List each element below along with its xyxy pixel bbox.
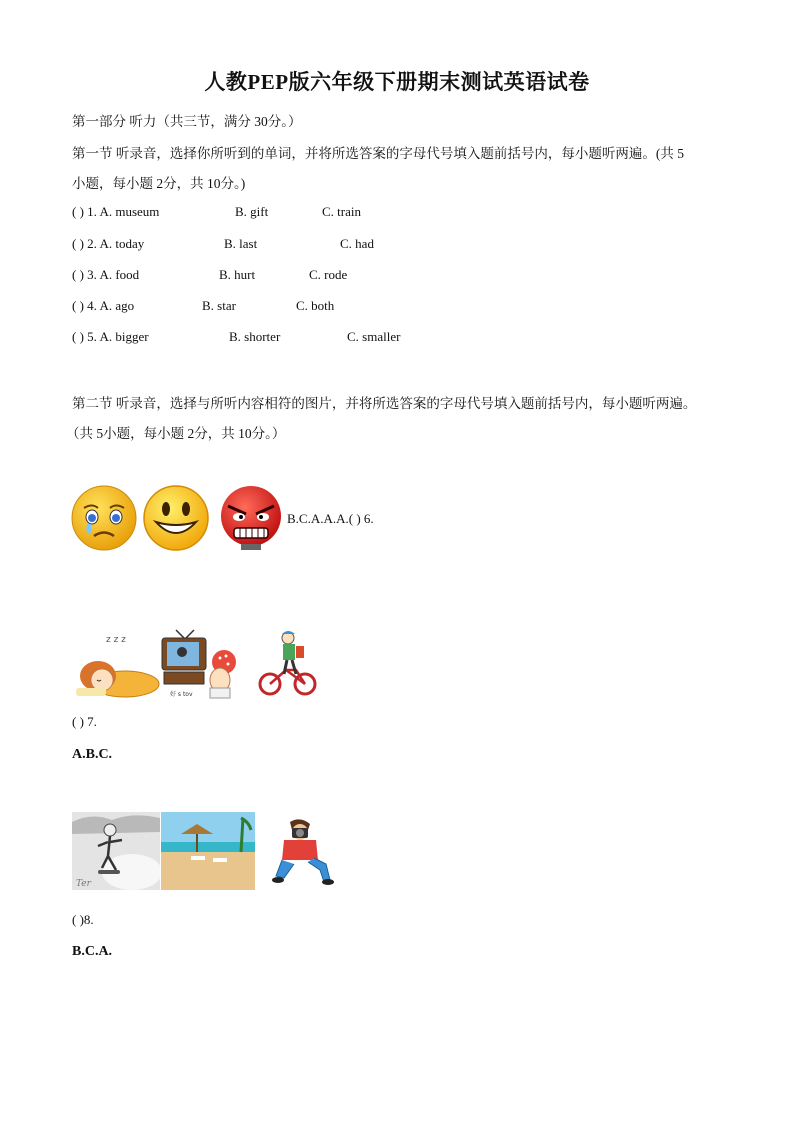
sad-face-icon <box>70 484 138 552</box>
question-3-option-c: C. rode <box>309 267 348 282</box>
question-3-option-a: ( ) 3. A. food <box>72 267 140 282</box>
svg-text:好 s tov: 好 s tov <box>170 691 193 698</box>
question-5-option-b: B. shorter <box>229 329 281 344</box>
question-2-option-b: B. last <box>224 236 258 251</box>
question-5-option-a: ( ) 5. A. bigger <box>72 329 149 344</box>
question-5-option-c: C. smaller <box>347 329 401 344</box>
svg-text:Ter: Ter <box>76 879 91 889</box>
skating-girl-icon <box>72 812 160 890</box>
question-1-option-b: B. gift <box>235 204 269 219</box>
photographer-icon <box>268 818 334 888</box>
question-2-option-a: ( ) 2. A. today <box>72 236 145 251</box>
question-3-option-b: B. hurt <box>219 267 256 282</box>
question-2-option-c: C. had <box>340 236 374 251</box>
happy-face-icon <box>142 484 210 552</box>
page-title: 人教PEP版六年级下册期末测试英语试卷 <box>204 70 590 94</box>
section2-instruction-line2: （共 5小题，每小题 2分，共 10分。） <box>66 426 286 441</box>
question-4-option-b: B. star <box>202 298 236 313</box>
beach-scene-icon <box>161 812 255 890</box>
section1-instruction-line1: 第一节 听录音，选择你所听到的单词，并将所选答案的字母代号填入题前括号内，每小题听两遍。(共 5 <box>72 146 684 161</box>
sleeping-girl-icon <box>70 628 160 698</box>
part1-heading: 第一部分 听力（共三节，满分 30分。） <box>72 114 302 129</box>
question-1-option-c: C. train <box>322 204 361 219</box>
question-8-answer: B.C.A. <box>72 944 113 959</box>
question-6-label: B.C.A.A.A.( ) 6. <box>287 511 374 526</box>
question-4-option-c: C. both <box>296 298 335 313</box>
question-1-option-a: ( ) 1. A. museum <box>72 204 160 219</box>
section2-instruction-line1: 第二节 听录音，选择与所听内容相符的图片，并将所选答案的字母代号填入题前括号内，每小题听两遍。 <box>72 396 697 411</box>
question-7-answer: A.B.C. <box>72 747 113 762</box>
svg-text:z z z: z z z <box>106 635 126 645</box>
question-8-label: ( )8. <box>72 912 94 927</box>
angry-face-icon <box>214 484 288 552</box>
cycling-boy-icon <box>258 628 318 698</box>
question-7-label: ( ) 7. <box>72 714 97 729</box>
tv-watching-icon <box>160 626 240 702</box>
section1-instruction-line2: 小题，每小题 2分，共 10分。) <box>72 176 246 191</box>
question-4-option-a: ( ) 4. A. ago <box>72 298 135 313</box>
